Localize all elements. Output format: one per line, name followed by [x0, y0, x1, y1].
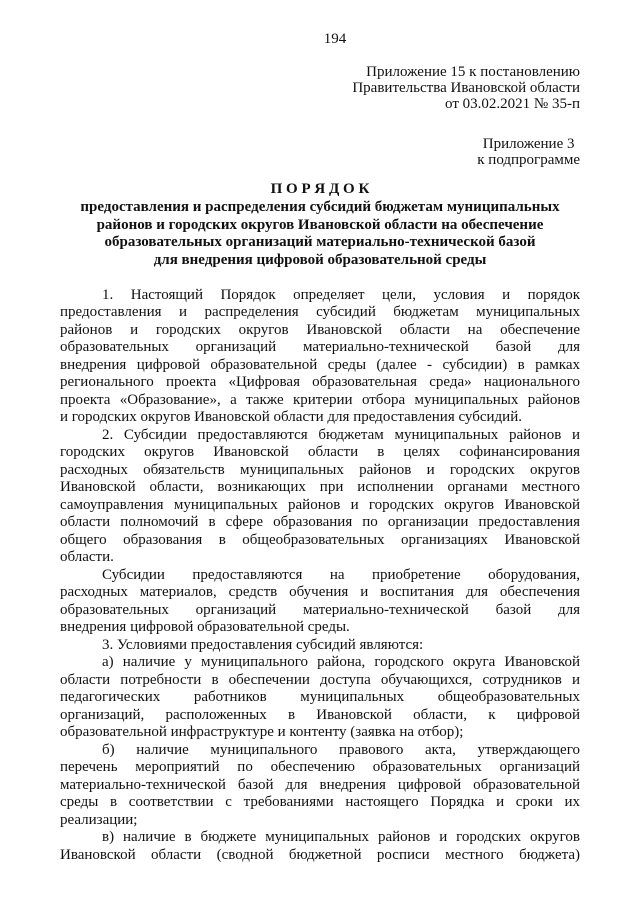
text-line: городских округов Ивановской области в целях софинансирования — [60, 444, 580, 461]
text-line: 1. Настоящий Порядок определяет цели, условия и порядок — [102, 286, 580, 303]
document-body — [60, 287, 580, 865]
annex-subprogram-block — [477, 136, 580, 168]
text-line: расходных материалов, средств обучения и воспитания для обеспечения — [60, 584, 580, 601]
text-line: образовательных организаций материально-технической базой — [104, 234, 536, 251]
text-line: Ивановской области, возникающих при исполнении органами местного — [60, 479, 580, 496]
text-line: образовательных организаций материально-технической базой для — [60, 339, 580, 356]
text-line: 2. Субсидии предоставляются бюджетам муниципальных районов и — [102, 426, 580, 443]
text-line: Правительства Ивановской области — [352, 80, 580, 96]
text-line: а) наличие у муниципального района, городского округа Ивановской — [102, 654, 580, 671]
text-line: Приложение 3 — [482, 136, 575, 152]
text-line: внедрения цифровой образовательной среды (далее - субсидии) в рамках — [60, 356, 580, 373]
text-line: образовательной инфраструктуре и контенту (заявка на отбор); — [60, 724, 464, 741]
text-line: области полномочий в сфере образования по организации предоставления — [60, 514, 580, 531]
text-line: для внедрения цифровой образовательной среды — [153, 252, 487, 269]
text-line: проекта «Образование», а также критерии отбора муниципальных районов — [60, 391, 580, 408]
text-line: предоставления и распределения субсидий бюджетам муниципальных — [80, 198, 560, 215]
text-line: области. — [60, 549, 114, 566]
page-number: 194 — [323, 31, 347, 47]
paragraph — [60, 654, 580, 742]
text-line: б) наличие муниципального правового акта, утверждающего — [102, 741, 580, 758]
annex-reference-block — [60, 64, 580, 112]
text-line: организаций, расположенных в Ивановской области, к цифровой — [60, 706, 580, 723]
text-line: внедрения цифровой образовательной среды. — [60, 619, 350, 636]
text-line: 3. Условиями предоставления субсидий являются: — [102, 636, 424, 653]
document-subtitle — [60, 199, 580, 270]
text-line: районов и городских округов Ивановской области на обеспечение — [96, 216, 544, 233]
text-line: регионального проекта «Цифровая образовательная среда» национального — [60, 374, 580, 391]
paragraph — [60, 287, 580, 427]
paragraph — [60, 567, 580, 637]
text-line: к подпрограмме — [477, 152, 580, 168]
document-content — [60, 0, 580, 864]
text-line: районов и городских округов Ивановской области на обеспечение — [60, 321, 580, 338]
text-line: самоуправления муниципальных районов и городских округов Ивановской — [60, 496, 580, 513]
document-title: П О Р Я Д О К — [270, 181, 370, 197]
paragraph — [60, 637, 580, 655]
text-line: Субсидии предоставляются на приобретение оборудования, — [102, 566, 580, 583]
text-line: педагогических работников муниципальных общеобразовательных — [60, 689, 580, 706]
text-line: области потребности в обеспечении доступа обучающихся, сотрудников и — [60, 671, 580, 688]
text-line: расходных обязательств муниципальных районов и городских округов — [60, 461, 580, 478]
text-line: образовательных организаций материально-технической базой для — [60, 601, 580, 618]
text-line: перечень мероприятий по обеспечению образовательных организаций — [60, 759, 580, 776]
text-line: реализации; — [60, 811, 138, 828]
text-line: и городских округов Ивановской области для предоставления субсидий. — [60, 409, 522, 426]
paragraph — [60, 742, 580, 830]
text-line: в) наличие в бюджете муниципальных районов и городских округов — [102, 829, 580, 846]
text-line: предоставления и распределения субсидий бюджетам муниципальных — [60, 304, 580, 321]
text-line: Приложение 15 к постановлению — [366, 64, 580, 80]
text-line: материально-технической базой для внедрения цифровой образовательной — [60, 776, 580, 793]
text-line: общего образования в общеобразовательных организациях Ивановской — [60, 531, 580, 548]
paragraph — [60, 427, 580, 567]
text-line: среды в соответствии с требованиями настоящего Порядка и сроки их — [60, 794, 580, 811]
text-line: от 03.02.2021 № 35-п — [445, 96, 580, 112]
text-line: Ивановской области (сводной бюджетной росписи местного бюджета) — [60, 846, 580, 863]
paragraph — [60, 829, 580, 864]
